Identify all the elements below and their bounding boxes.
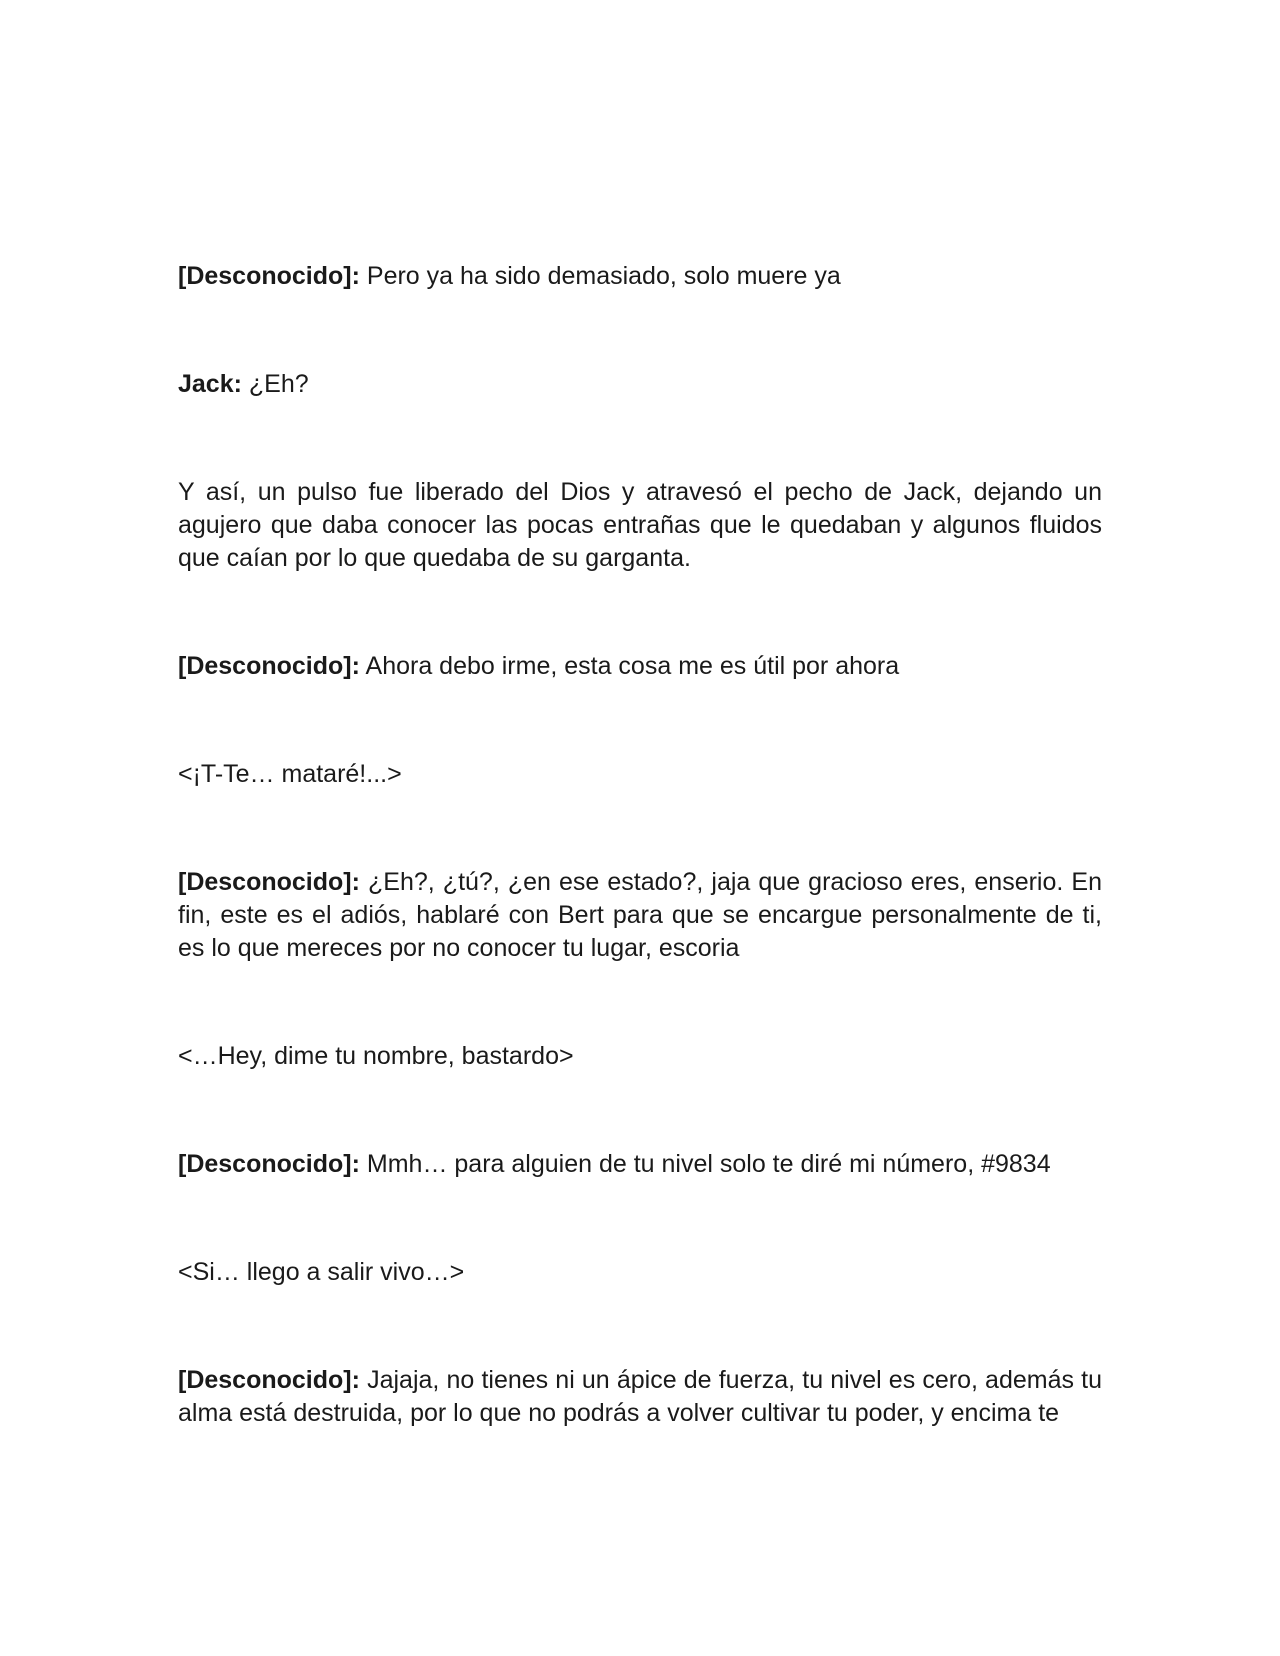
thought-paragraph xyxy=(178,758,1102,791)
dialogue-paragraph xyxy=(178,866,1102,965)
speaker-label: [Desconocido]: xyxy=(178,262,360,290)
narration-text: Y así, un pulso fue liberado del Dios y atravesó el pecho de Jack, dejando un agujero que daba conocer las pocas entrañas que le quedaban y algunos fluidos que caían por lo que quedaba de su garganta. xyxy=(178,478,1102,572)
dialogue-paragraph xyxy=(178,260,1102,293)
speaker-label: [Desconocido]: xyxy=(178,652,360,680)
thought-text: <…Hey, dime tu nombre, bastardo> xyxy=(178,1042,574,1070)
dialogue-paragraph xyxy=(178,368,1102,401)
dialogue-text: Mmh… para alguien de tu nivel solo te diré mi número, #9834 xyxy=(359,1150,1051,1178)
speaker-label: [Desconocido]: xyxy=(178,868,360,896)
speaker-label: [Desconocido]: xyxy=(178,1150,360,1178)
thought-paragraph xyxy=(178,1256,1102,1289)
narration-paragraph xyxy=(178,476,1102,575)
dialogue-text: Pero ya ha sido demasiado, solo muere ya xyxy=(359,262,841,290)
thought-paragraph xyxy=(178,1040,1102,1073)
dialogue-paragraph xyxy=(178,650,1102,683)
dialogue-text: Jajaja, no tienes ni un ápice de fuerza, tu nivel es cero, además tu alma está destruida, por lo que no podrás a volver cultivar tu poder, y encima te xyxy=(178,1366,1102,1427)
thought-text: <¡T-Te… mataré!...> xyxy=(178,760,402,788)
dialogue-paragraph xyxy=(178,1148,1102,1181)
dialogue-text: Ahora debo irme, esta cosa me es útil por ahora xyxy=(359,652,900,680)
speaker-label: Jack: xyxy=(178,370,242,398)
thought-text: <Si… llego a salir vivo…> xyxy=(178,1258,465,1286)
speaker-label: [Desconocido]: xyxy=(178,1366,360,1394)
dialogue-text: ¿Eh? xyxy=(241,370,309,398)
dialogue-paragraph xyxy=(178,1364,1102,1430)
dialogue-text: ¿Eh?, ¿tú?, ¿en ese estado?, jaja que gracioso eres, enserio. En fin, este es el adiós, hablaré con Bert para que se encargue personalmente de ti, es lo que mereces por no conocer tu lugar, escoria xyxy=(178,868,1102,962)
